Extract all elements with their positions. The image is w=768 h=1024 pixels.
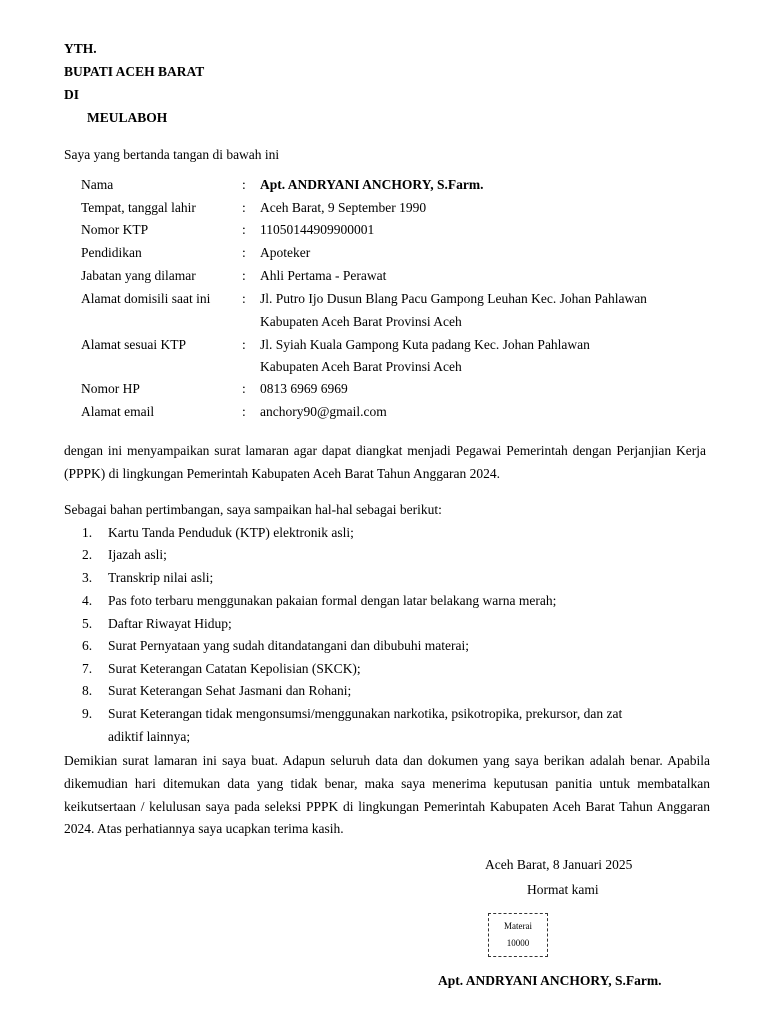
field-row-domisili bbox=[81, 291, 728, 335]
list-item-text: Transkrip nilai asli; bbox=[108, 570, 214, 585]
recipient-line-bupati: BUPATI ACEH BARAT bbox=[64, 64, 205, 79]
field-colon: : bbox=[242, 245, 246, 260]
field-row-nama bbox=[81, 177, 728, 199]
field-colon: : bbox=[242, 222, 246, 237]
closing-paragraph: Demikian surat lamaran ini saya buat. Adapun seluruh data dan dokumen yang saya berikan adalah benar. Apabila dikemudian hari ditemukan data yang tidak benar, maka saya menerima keputusan panitia untuk membatalkan keikutsertaan / kelulusan saya pada seleksi PPPK di lingkungan Pemerintah Kabupaten Aceh Barat Tahun Anggaran 2024. Atas perhatiannya saya ucapkan terima kasih. bbox=[64, 753, 710, 837]
list-item-text: Surat Keterangan tidak mengonsumsi/menggunakan narkotika, psikotropika, prekursor, dan zat bbox=[108, 706, 623, 721]
stamp-value: 10000 bbox=[506, 938, 530, 948]
materai-stamp bbox=[488, 913, 548, 957]
field-label: Nama bbox=[81, 177, 114, 192]
field-value: 11050144909900001 bbox=[260, 222, 375, 237]
field-row-email bbox=[81, 404, 728, 426]
field-colon: : bbox=[242, 268, 246, 283]
field-value-line2: Kabupaten Aceh Barat Provinsi Aceh bbox=[260, 314, 462, 329]
field-row-jabatan bbox=[81, 268, 728, 290]
signatory-name: Apt. ANDRYANI ANCHORY, S.Farm. bbox=[438, 973, 662, 988]
field-value: anchory90@gmail.com bbox=[260, 404, 387, 419]
field-row-ktp bbox=[81, 222, 728, 244]
field-colon: : bbox=[242, 200, 246, 215]
field-row-ttl bbox=[81, 200, 728, 222]
list-item-number: 1. bbox=[82, 525, 93, 540]
intro-text: Saya yang bertanda tangan di bawah ini bbox=[64, 147, 280, 162]
list-item-number: 9. bbox=[82, 706, 93, 721]
field-label: Tempat, tanggal lahir bbox=[81, 200, 196, 215]
field-value: Aceh Barat, 9 September 1990 bbox=[260, 200, 427, 215]
stamp-label: Materai bbox=[504, 921, 532, 931]
field-label: Nomor HP bbox=[81, 381, 140, 396]
recipient-line-yth: YTH. bbox=[64, 41, 97, 56]
field-value: Apt. ANDRYANI ANCHORY, S.Farm. bbox=[260, 177, 484, 192]
list-item-text-line2: adiktif lainnya; bbox=[108, 729, 191, 744]
field-value: Jl. Putro Ijo Dusun Blang Pacu Gampong Leuhan Kec. Johan Pahlawan bbox=[260, 291, 647, 306]
field-value: Apoteker bbox=[260, 245, 311, 260]
list-item-text: Surat Keterangan Catatan Kepolisian (SKCK); bbox=[108, 661, 361, 676]
list-item-number: 2. bbox=[82, 547, 93, 562]
field-label: Nomor KTP bbox=[81, 222, 149, 237]
application-statement: dengan ini menyampaikan surat lamaran agar dapat diangkat menjadi Pegawai Pemerintah dengan Perjanjian Kerja (PPPK) di lingkungan Pemerintah Kabupaten Aceh Barat Tahun Anggaran 2024. bbox=[64, 443, 706, 481]
list-item-text: Ijazah asli; bbox=[108, 547, 167, 562]
field-value: Jl. Syiah Kuala Gampong Kuta padang Kec. Johan Pahlawan bbox=[260, 337, 590, 352]
field-label: Pendidikan bbox=[81, 245, 142, 260]
field-row-alamat-ktp bbox=[81, 337, 728, 381]
list-item-number: 8. bbox=[82, 683, 93, 698]
place-date: Aceh Barat, 8 Januari 2025 bbox=[485, 857, 633, 872]
field-value: Ahli Pertama - Perawat bbox=[260, 268, 387, 283]
list-item-text: Surat Pernyataan yang sudah ditandatangani dan dibubuhi materai; bbox=[108, 638, 470, 653]
list-item-text: Surat Keterangan Sehat Jasmani dan Rohani; bbox=[108, 683, 352, 698]
field-label: Alamat sesuai KTP bbox=[81, 337, 186, 352]
field-colon: : bbox=[242, 337, 246, 352]
field-value-line2: Kabupaten Aceh Barat Provinsi Aceh bbox=[260, 359, 462, 374]
field-row-hp bbox=[81, 381, 728, 403]
field-colon: : bbox=[242, 381, 246, 396]
recipient-line-city: MEULABOH bbox=[87, 110, 168, 125]
list-item-number: 4. bbox=[82, 593, 93, 608]
field-value: 0813 6969 6969 bbox=[260, 381, 348, 396]
field-label: Alamat domisili saat ini bbox=[81, 291, 211, 306]
list-item-number: 7. bbox=[82, 661, 93, 676]
list-item-number: 5. bbox=[82, 616, 93, 631]
field-label: Alamat email bbox=[81, 404, 155, 419]
field-row-pendidikan bbox=[81, 245, 728, 267]
list-item-number: 3. bbox=[82, 570, 93, 585]
list-item-text: Daftar Riwayat Hidup; bbox=[108, 616, 232, 631]
recipient-line-di: DI bbox=[64, 87, 80, 102]
list-item-text: Pas foto terbaru menggunakan pakaian formal dengan latar belakang warna merah; bbox=[108, 593, 557, 608]
list-item-number: 6. bbox=[82, 638, 93, 653]
field-colon: : bbox=[242, 404, 246, 419]
list-item-text: Kartu Tanda Penduduk (KTP) elektronik asli; bbox=[108, 525, 354, 540]
attachments-intro: Sebagai bahan pertimbangan, saya sampaikan hal-hal sebagai berikut: bbox=[64, 502, 442, 517]
field-label: Jabatan yang dilamar bbox=[81, 268, 196, 283]
field-colon: : bbox=[242, 177, 246, 192]
field-colon: : bbox=[242, 291, 246, 306]
salutation: Hormat kami bbox=[527, 882, 599, 897]
